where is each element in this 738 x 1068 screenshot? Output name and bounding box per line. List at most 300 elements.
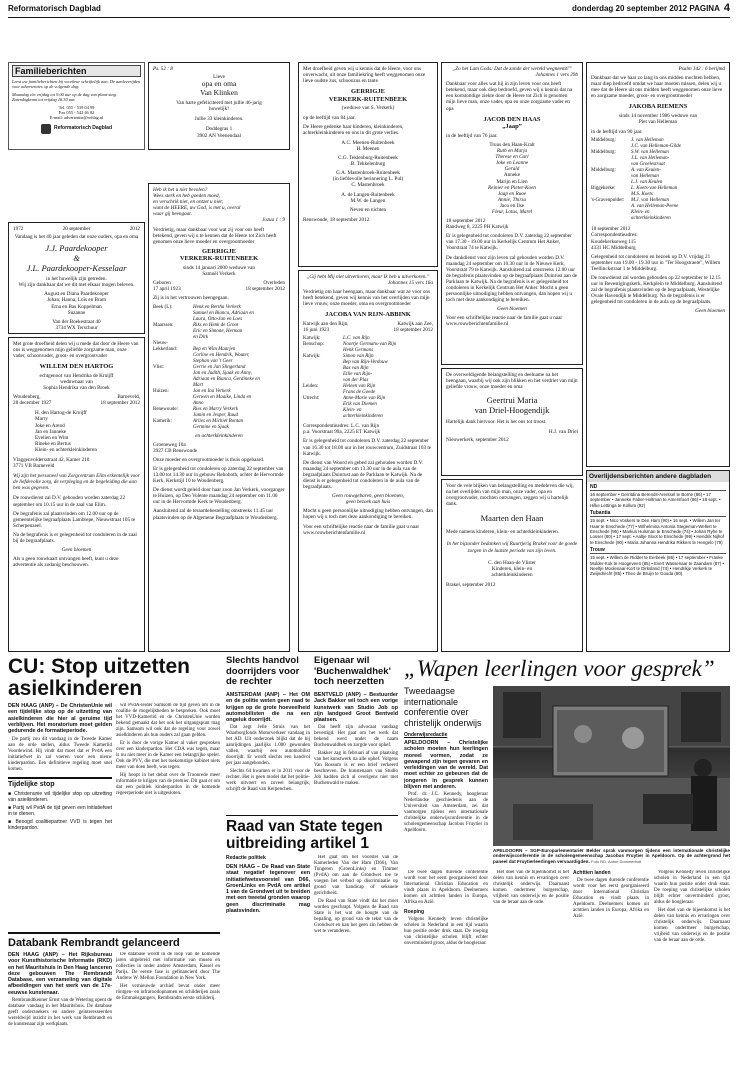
photo-scene-illustration bbox=[493, 686, 730, 846]
family-names: J.L. van Helleman- bbox=[631, 156, 670, 162]
b4-name: GERRIGJE bbox=[202, 247, 236, 255]
b3-family: Marry bbox=[35, 416, 48, 423]
family-place: Biggekerke: bbox=[591, 186, 616, 192]
obituaries-entry: 16 september • Gerritdina Berends-Arentsel te Borne (86) • 17 september • Janneke Faber-Holtman te Amersfoort (86) • 18 sept. • Hilke Lettinga te Kollum (92) bbox=[590, 492, 721, 508]
b7-family: Reinier en Pieter-Koen bbox=[487, 184, 536, 191]
b4-intro: Verdrietig, maar dankbaar voor wat zij voor ons heeft betekend, geven wij u te kennen dat de Heere tot Zich heeft genomen onze lieve moeder en overgrootmoeder bbox=[153, 226, 277, 245]
b9-family: achterkleinkinderen bbox=[491, 571, 533, 578]
fam-info-line: Maandag t/m vrijdag tot 9.00 uur op de dag van plaat-sing. Zaterdagkrant tot vrijdag 16.30 uur. bbox=[12, 91, 117, 102]
b4-verse: waar gij heengaat. bbox=[153, 211, 193, 218]
bullet-icon: ■ bbox=[8, 791, 15, 798]
b10-age: in de leeftijd van 90 jaar. bbox=[591, 129, 643, 136]
family-names: Gerrie en Jan Slingerland bbox=[193, 364, 246, 370]
b4-c2: Er is gelegenheid tot condoleren op zaterdag 22 september van 13.00 tot 14.30 uur in gebouw Rehoboth, achter de Hervormde Kerk, Kerkstijl 10 te Woudenberg. bbox=[153, 465, 284, 485]
b3-born-place: Woudenberg, bbox=[13, 394, 41, 401]
family-names: Laura, Otto-Jan en Loes bbox=[193, 316, 243, 322]
b3-family: Joke en Arend bbox=[35, 422, 65, 429]
b8-text: Hartelijk dank hiervoor. Het is het ons tot troost. bbox=[446, 419, 547, 426]
b4-c3: De dienst wordt geleid door haar zoon Jan Verkerk, voorganger te Huizen, op Deo Volente maandag 24 september om 11.00 uur in de Hervormde Kerk te Woudenberg. bbox=[153, 487, 285, 506]
cu-intro: DEN HAAG (ANP) – De ChristenUnie wil een tijdelijke stop op de uitzetting van asielkinderen die hier al geruime tijd verblijven. Het moratorium moet gelden gedurende de formatieperiode. bbox=[8, 703, 112, 735]
b1-text: Van harte gefeliciteerd met jullie 46-jarig bbox=[176, 100, 262, 107]
cu-bullet-text: Partij wil PvdA de tijd geven een initiatiefwet in te dienen. bbox=[8, 805, 112, 818]
b2-year-to: 2012 bbox=[129, 226, 140, 232]
b2-text: in het huwelijk zijn getreden. bbox=[46, 276, 107, 283]
b1-text: huwelijk! bbox=[209, 106, 229, 113]
page-header bbox=[8, 2, 730, 18]
family-names: Henk Germans bbox=[343, 348, 374, 354]
family-names: van der Plas bbox=[343, 378, 369, 384]
b5-family: M.W. de Langen bbox=[350, 197, 386, 204]
family-names: Germine en Sjaak bbox=[193, 424, 229, 430]
family-names: Eric en Simone, Herman bbox=[193, 328, 243, 334]
rembrandt-paragraph: Het vernieuwde archief bevat onder meer röntgen- en infraroodopnamen en schilderijen zoals de Emmaüsgangers, Rembrandts eerste schilderij. bbox=[116, 984, 220, 1001]
b3-funeral: De rouwdienst zal D.V. gehouden worden zaterdag 22 september om 10.15 uur in de zaal van Elim. bbox=[13, 495, 126, 508]
eigenaar-paragraph: Bakker zag in februari af van plaatsing van het kunstwerk na alle ophef. Volgens Van Rossum is er een brief verkeerd beschreven. De kunstenaars van Studio Job hadden zich al overigens niet met Buchenwald te maken. bbox=[314, 751, 398, 787]
b6-verse-ref: Johannes 15 vers 16a bbox=[387, 280, 433, 287]
b4-born: Geboren bbox=[153, 280, 171, 287]
b10-c1: Gelegenheid tot condoleren en bezoek op D.V. vrijdag 21 september van 19.00 - 19.30 uur in "Ter Hoogstraete", Willem Teellinckstraat 1 te Middelburg. bbox=[591, 253, 721, 272]
photo-credit: Foto RD, Anton Dommerholt bbox=[591, 858, 642, 864]
b2-city: 3734 WX Terschuur bbox=[55, 324, 98, 331]
cu-paragraph: Er is door de vorige Kamer al vaker gesproken over een kinderpardon. Het CDA was tegen, maar is nu niet meer in de Kamer een belangrijke speler. Ook de PVV, die met het toekomstige kabinet niets meer van doen heeft, was tegen. bbox=[116, 741, 220, 770]
b7-web: Voor een schriftelijke reactie naar de familie gaat u naar www.rouwberichtenfamilie.nl bbox=[446, 315, 563, 328]
raad-paragraph: Het gaat om het voorstel van de Kamerleden Van der Ham (D66), Van Tongeren (GroenLinks) en Timmer (PvdA) om aan de Grondwet toe te voegen het verbod op discriminatie op grond van handicap of seksuele gerichtheid. bbox=[314, 855, 398, 896]
b6-web: Voor een schriftelijke reactie naar de familie gaat u naar www.rouwberichtenfamilie.nl bbox=[303, 523, 420, 536]
family-names: Corline en Hendrik, Wouter, bbox=[193, 352, 250, 358]
b1-dear: Lieve bbox=[213, 74, 225, 81]
bullet-icon: ■ bbox=[8, 805, 13, 812]
obituaries-source: Trouw bbox=[590, 547, 726, 554]
ad-van-klinken bbox=[148, 62, 290, 150]
family-names: Noortje Germans-van Rijn bbox=[343, 342, 397, 348]
b3-sub: Sophia Hendrika van den Broek bbox=[43, 385, 110, 392]
b4-born-date: 17 april 1923 bbox=[153, 286, 181, 293]
family-names: A. van Helleman-Peene bbox=[631, 204, 679, 210]
family-names: en Dirk bbox=[193, 334, 209, 340]
b2-name-2: J.L. Paardekooper-Kesselaar bbox=[26, 263, 127, 274]
b7-family: Annie, Thirsa bbox=[497, 196, 527, 203]
wapen-intro: APELDOORN – Christelijke scholen moeten hun leerlingen moreel vormen, zodat ze gewapend zijn tegen gevaren en verleidingen van de wereld. Dat moet echter zo gebeuren dat de jongeren in gesprek kunnen blijven met anderen. bbox=[404, 740, 488, 791]
b2-address: Van der Boekestraat 40 bbox=[52, 318, 101, 325]
b10-footer: 18 september 2012 bbox=[591, 226, 631, 233]
b2-dates bbox=[13, 226, 140, 232]
family-names: L.J. van Keulen bbox=[631, 180, 663, 186]
obituaries-source: Tubantia bbox=[590, 510, 726, 517]
family-row bbox=[303, 414, 433, 420]
fam-email: E-mail: advertentie@refdag.nl bbox=[49, 115, 104, 121]
rembrandt-intro: DEN HAAG (ANP) – Het Rijksbureau voor Kunsthistorische Informatie (RKD) en het Mauritshuis in Den Haag lanceren deze gebouwen The Rembrandt Database, een verzameling van digitale afbeeldingen van het werk van de 17e-eeuwse kunstenaar. bbox=[8, 952, 112, 996]
rembrandt-divider bbox=[8, 932, 220, 934]
b5-family: H. Meenen bbox=[356, 145, 380, 152]
family-row bbox=[591, 216, 725, 222]
b6-intro: Verdrietig om haar heengaan, maar dankbaar wat ze voor ons heeft betekend, geven wij kennis van het overlijden van mijn lieve vrouw, onze moeder, oma en overgrootmoeder bbox=[303, 289, 431, 308]
photo-caption-text: APELDOORN – SGP-Europarlementariër Belder sprak vanmorgen tijdens een internationale christelijke onderwijsconferentie in de scholengemeenschap Jacobus Fruytier in Apeldoorn. Op de achtergrond het paneel dat Fruytierleerlingen vervaardigden. bbox=[493, 848, 730, 864]
b10-family-list bbox=[591, 138, 725, 222]
cu-article-col1 bbox=[8, 703, 112, 929]
b5-sub: (weduwe van S. Verkerk) bbox=[341, 105, 395, 112]
b2-date: 20 september bbox=[62, 226, 91, 232]
obituaries-source: ND bbox=[590, 484, 726, 491]
eigenaar-paragraph: Dat heeft zijn advocaat vandaag bevestigd. Het gaat om het werk dat bekend werd onder de naam Buchenwaldhek en zorgde voor ophef. bbox=[314, 725, 398, 749]
b10-husband: Piet van Helleman bbox=[638, 119, 678, 126]
family-names: Henk en Bertha Verkerk bbox=[193, 304, 241, 310]
rembrandt-paragraph: De database wordt in de loop van de komende jaren uitgebreid met informatie van musea en collecties in onder andere Amsterdam, Kassel en Parijs. De eerste fase is gefinancierd door The Andrew W. Mellon Foundation in New York. bbox=[116, 952, 220, 981]
b5-age: op de leeftijd van 84 jaar. bbox=[303, 114, 356, 121]
raad-headline: Raad van State tegen uitbreiding artikel 1 bbox=[226, 818, 383, 852]
b4-verse: Wees sterk en heb goeden moed, bbox=[153, 193, 220, 200]
obituaries-entry: 15 sept. • Willem de Ridder te Eerbeek (85) • 17 september • Franke Mulder-Kok te Hoogeveen (85) • Evert Wassenaar te Zaandam (87) • Neeltje Moolenaar-Kort te Dirksland (74) • Hendrikje Verkerk te Zwijndrecht (85) • Theo de Bruijn te Gouda (80) bbox=[590, 555, 724, 577]
b10-intro: Dankbaar dat we haar zo lang in ons midden mochten hebben, maar diep bedroefd omdat we haar moeten missen, delen wij u mee dat de Heere uit ons midden heeft weggenomen onze lieve en zorgzame moeder, groot- en overgrootmoeder bbox=[591, 75, 723, 100]
family-names: Gerwen en Maaike, Linda en bbox=[193, 394, 252, 400]
eigenaar-headline: Eigenaar wil 'Buchenwaldhek' toch neerzetten bbox=[314, 655, 391, 687]
raad-col2 bbox=[314, 855, 398, 1062]
family-names: Frans de Goede bbox=[343, 390, 376, 396]
b9-intro: Voor de vele blijken van belangstelling en medeleven die wij, na het overlijden van mijn man, onze vader, opa en overgrootvader, mochten ontvangen, zeggen wij u hartelijk dank. bbox=[446, 483, 574, 508]
familieberichten-title: Familieberichten bbox=[12, 65, 141, 77]
family-names: Stephan van 't Geer bbox=[193, 358, 233, 364]
b7-family: Joke en Leanne bbox=[495, 160, 529, 167]
rembrandt-col1 bbox=[8, 952, 112, 1062]
newspaper-name: Reformatorisch Dagblad bbox=[8, 4, 101, 13]
wapen-paragraph: Prof. dr. J.C. Kennedy, hoogleraar Nederlandse geschiedenis aan de Universiteit van Amsterdam, zei dat vanmorgen tijdens een internationale christelijke onderwijsconferentie in de scholengemeenschap Jacobus Fruytier in Apeldoorn. bbox=[404, 792, 488, 834]
family-place: Kamerik: bbox=[153, 418, 172, 424]
family-place: Utrecht: bbox=[303, 396, 320, 402]
fam-logo-text: Reformatorisch Dagblad bbox=[53, 125, 113, 132]
wapen-col1b bbox=[404, 870, 488, 1062]
b10-corr: Correspondentieadres: bbox=[591, 232, 638, 239]
b6-f1: Geen rouwgebaren, geen bloemen, bbox=[331, 493, 405, 500]
wapen-subhead-landen: Achttien landen bbox=[573, 870, 611, 876]
family-place: Katwijk: bbox=[303, 336, 321, 342]
conference-photo bbox=[493, 686, 730, 846]
b3-family: Evelien en Wim bbox=[35, 434, 69, 441]
b4-city: 3927 CB Renswoude bbox=[153, 447, 198, 454]
ad-den-hartog bbox=[8, 337, 145, 652]
family-place bbox=[153, 425, 193, 431]
b7-nick: „Jaap” bbox=[502, 123, 522, 131]
b4-family-list bbox=[153, 305, 285, 431]
b2-name-1: J.J. Paardekooper bbox=[45, 243, 108, 254]
b7-c2: De dankdienst voor zijn leven zal gehouden worden D.V. maandag 24 september om 10.30 uur in de Nieuwe Kerk, Voorstraat 79 te Katwijk. Aansluitend zal omstreeks 12.00 uur de begrafenis plaatsvinden op de begraafplaats Duinrust aan de Parklaan te Katwijk. Na de begrafenis is er gelegenheid tot condoleren in Kerkelijk Centrum Het Anker. Mocht u geen persoonlijke uitnodiging hebben ontvangen, dan hopen wij u toch met deze aankondiging te bereiken. bbox=[446, 254, 578, 304]
b8-sign: H.J. van Driel bbox=[548, 429, 578, 436]
b9-thanks: In het bijzonder bedanken wij Ruurtjerig Brakel voor de goede zorgen in de laatste periode van zijn leven. bbox=[446, 541, 578, 554]
family-names: M.S. Koets bbox=[631, 192, 653, 198]
raad-intro: DEN HAAG – De Raad van State staat negatief tegenover een initiatiefwetsvoorstel van D66, GroenLinks en PvdA om artikel 1 van de Grondwet uit te breiden met een tweetal gronden waarop geen discriminatie mag plaatsvinden. bbox=[226, 864, 310, 915]
b6-died: Katwijk aan Zee, bbox=[397, 321, 433, 328]
family-names: Erik van Diemen bbox=[343, 402, 377, 408]
family-place: Middelburg: bbox=[591, 168, 616, 174]
family-place: 's-Gravenpolder: bbox=[591, 198, 625, 204]
wapen-paragraph: Het doel van de bijeenkomst is het delen van kennis en ervaringen over christelijk onderwijs. Daarnaast komen ondermeer burgerschap, vrijheid van onderwijs en de positie van de leraar aan de orde. bbox=[493, 870, 569, 905]
b3-burial: De begrafenis zal plaatsvinden om 12.00 uur op de gemeentelijke begraafplaats Lambrepe, Nieuwstraat 105 te Scherpenzeel. bbox=[13, 510, 136, 529]
b6-born: Katwijk aan den Rijn, bbox=[303, 321, 349, 328]
wapen-paragraph: De twee dagen durende conferentie wordt voor het eerst georganiseerd door International Christian Education en vindt plaats in Apeldoorn. Deelnemers komen uit achttien landen in Europa, Afrika en Azië. bbox=[404, 870, 488, 905]
family-names: Arlies en Michiel Bontan bbox=[193, 418, 244, 424]
family-names: J.C. van Helleman-Gilde bbox=[631, 144, 681, 150]
b8-name: Geertrui Maria bbox=[486, 395, 538, 406]
cu-factbox-bullet bbox=[8, 805, 112, 817]
slechts-headline: Slechts handvol doorrijders voor de rechter bbox=[226, 655, 300, 687]
family-names: Bep van Rijn-Verdouw bbox=[343, 360, 388, 366]
b10-since: sinds 14 november 1986 weduwe van bbox=[618, 113, 698, 120]
slechts-intro: AMSTERDAM (ANP) – Het OM en de politie weten geen raad te krijgen op de grote hoeveelheid automobilisten die na een ongeluk doorrijdt. bbox=[226, 692, 310, 724]
family-names: J. van Helleman bbox=[631, 138, 664, 144]
family-names: L.C. van Rijn bbox=[343, 336, 370, 342]
family-names: Klein- en bbox=[343, 408, 362, 414]
b4-husband: Samuël Verkerk bbox=[202, 271, 236, 278]
b2-year-from: 1972 bbox=[13, 226, 24, 232]
b5-family: (in liefdevolle herinnering L. Pul) bbox=[332, 176, 404, 183]
raad-paragraph: De Raad van State vindt dat het moet worden geschrapt. Volgens de Raad van State is het wat de hoogte van de bepaling, op grond van de tekst van de Grondwet en kan het geen zin hebben de wet te veranderen. bbox=[314, 899, 398, 934]
b8-footer: Nieuwerkerk, september 2012 bbox=[446, 437, 509, 444]
family-place: Benschop: bbox=[303, 342, 325, 348]
fam-phone: Tel. 055 - 539 04 99 bbox=[58, 104, 95, 110]
family-names: Ries en Marry Verkerk bbox=[193, 406, 239, 412]
b1-name: Van Klinken bbox=[200, 87, 238, 97]
b3-sub: weduwnaar van bbox=[60, 378, 93, 385]
family-place: Middelburg: bbox=[591, 138, 616, 144]
b3-sub: echtgenoot van Hendrika de Kruijff bbox=[39, 372, 114, 379]
ad-riemens bbox=[586, 62, 730, 467]
cu-bullet-text: Beoogd coalitiepartner VVD is tegen het kinderpardon. bbox=[8, 819, 112, 832]
family-names: Samuel en Bianca, Adriaan en bbox=[193, 310, 254, 316]
b9-text: Mede namens kinderen, klein- en achterkleinkinderen. bbox=[446, 529, 560, 536]
cu-headline: CU: Stop uitzetten asielkinderen bbox=[8, 655, 190, 700]
b7-name: JACOB DEN HAAS bbox=[483, 115, 541, 123]
cu-paragraph: Hij hoopt in het debat over de Troonrede meer informatie te krijgen van de premier. Dit gaat er om dat een politiek kinderpardon in de komende regeerperiode niet is uitgesloten. bbox=[116, 773, 220, 796]
header-date-page bbox=[572, 2, 730, 14]
b5-footer: Renswoude, 18 september 2012 bbox=[303, 216, 370, 223]
b7-footer: 18 september 2012 bbox=[446, 218, 486, 225]
b10-name: JAKOBA RIEMENS bbox=[628, 103, 688, 111]
b4-verse: en verschrik niet, en ontzet u niet; bbox=[153, 199, 224, 206]
family-names: Jamin en Jesper, Ruud bbox=[193, 412, 238, 418]
b7-family: Anneke bbox=[503, 172, 521, 179]
b7-family: Jaco en Ilse bbox=[499, 202, 525, 209]
family-names: achterkleinkinderen bbox=[343, 414, 383, 420]
family-place: Benewoude: bbox=[153, 406, 178, 412]
b4-verse-ref: Jozua 1 : 9 bbox=[262, 217, 285, 224]
b1-city: 3902 AN Veenendaal bbox=[197, 132, 241, 139]
b4-verse: Heb ik het u niet bevolen? bbox=[153, 187, 208, 193]
cu-factbox bbox=[8, 777, 112, 831]
family-place: Huizen: bbox=[153, 388, 169, 394]
ad-van-driel bbox=[441, 368, 583, 476]
b3-family: Rineke en Bertus bbox=[35, 440, 71, 447]
b7-family: Therese en Carl bbox=[495, 154, 529, 161]
b6-c2: De dienst van Woord en gebed zal gehouden worden D.V. maandag 24 september om 13.30 uur in de aula van de begraafplaats Duinrust aan de Parklaan te Katwijk. Na de dienst is er gelegenheid tot condoleren in de aula van de begraafplaats. bbox=[303, 459, 423, 491]
family-place: Maarssen: bbox=[153, 322, 174, 328]
wapen-subhead-roeping: Roeping bbox=[404, 909, 424, 915]
b9-name: Maarten den Haan bbox=[480, 513, 544, 524]
b4-died-date: 18 september 2012 bbox=[245, 286, 285, 293]
cu-factbox-bullet bbox=[8, 791, 112, 803]
b10-verse-ref: Psalm 142 : 6 berijmd bbox=[678, 66, 725, 72]
family-place: Middelburg: bbox=[591, 150, 616, 156]
ad-den-haan bbox=[441, 479, 583, 652]
b6-name: JACOBA VAN RIJN-ABBINK bbox=[325, 311, 411, 319]
ad-paardekooper bbox=[8, 222, 145, 334]
wapen-label: Onderwijsredactie bbox=[404, 732, 448, 738]
ad-van-rijn-abbink bbox=[298, 270, 438, 652]
b4-name: VERKERK-RUITENBEEK bbox=[179, 255, 259, 263]
b5-name: GERRIGJE bbox=[351, 88, 385, 96]
b5-family: C.G. Teklenburg-Ruitenbeek bbox=[338, 155, 398, 162]
wapen-headline: „Wapen leerlingen voor gesprek” bbox=[404, 656, 715, 681]
b5-family: G.A. Mastenbroek-Ruitenbeek bbox=[336, 170, 400, 177]
cu-bullet-text: Christenunie wil tijdelijke stop op uitzetting van asielkinderen. bbox=[8, 791, 112, 804]
b4-verse: want de HEERE, uw God, is met u, overal bbox=[153, 205, 241, 212]
family-place: Vlist: bbox=[153, 364, 165, 370]
family-names: Adriaan en Bianca, Gerdineke en bbox=[193, 376, 260, 382]
b6-born-date: 16 juni 1923 bbox=[303, 327, 330, 334]
family-names: achterkleinkinderen bbox=[631, 216, 671, 222]
family-names: Klein- en bbox=[631, 210, 650, 216]
bullet-icon: ■ bbox=[8, 819, 16, 826]
b4-c1: Onze moeder en overgrootmoeder is thuis opgebaard. bbox=[153, 456, 265, 463]
b7-family: Marijn en Lien bbox=[496, 178, 528, 185]
cu-paragraph: wil PvdA-leider Samsom de tijd geven om in de coalitie de mogelijkheden te bespreken. Ook moet het VVD-Kamerlid en de ChristenUnie worden bekend gemaakt dat het ook het uitgangspunt mag zijn. Samsom wil ook dat de regeling voor zowel asielkinderen als hun ouders zal gaan gelden. bbox=[116, 703, 220, 738]
family-names: Bep en Wim Maarjen bbox=[193, 346, 236, 352]
b7-verse: „Zo het Lam Gods: Dat de zonde der wereld wegneemt!” bbox=[452, 66, 572, 72]
b3-family: H. den Hartog-de Kruijff bbox=[35, 410, 87, 417]
family-names: A. van Keulen- bbox=[631, 168, 661, 174]
b2-amp: & bbox=[73, 253, 80, 264]
b10-c2: De rouwdienst zal worden gehouden op 22 september te 12.15 uur in Bevestigingskerk, Kerkplein te Middelburg. Aansluitend zal de begrafenis plaatsvinden op de begraafplaats, Westelijke Ovale Havendijk te Middelburg. Na de begrafenis is er gelegenheid tot condoleren in de aula op de begraafplaats. bbox=[591, 275, 723, 306]
b3-family: Jan en Janneke bbox=[35, 428, 67, 435]
cu-factbox-bullet bbox=[8, 819, 112, 831]
family-names: Jan en Ina Verkerk bbox=[193, 388, 231, 394]
b3-flowers: Geen bloemen bbox=[61, 547, 92, 554]
b9-family: C. den Haan-de Vlister bbox=[488, 559, 536, 566]
family-names: L. Koets-van Helleman bbox=[631, 186, 678, 192]
wapen-col4 bbox=[654, 870, 730, 1062]
b10-address: Koudekerkseweg 115 bbox=[591, 238, 636, 245]
wapen-paragraph: Volgens Kennedy leven christelijke scholen in Nederland in een tijd waarin hun positie onder druk staat. De roeping van christelijke scholen blijft echter onverminderd groot, aldus de hoogleraar. bbox=[654, 870, 730, 905]
family-names: van Groelestraat bbox=[631, 162, 665, 168]
header-page-number: 4 bbox=[723, 2, 730, 14]
b6-corr-address: p.a. Voorstraat 99a, 2225 ET Katwijk bbox=[303, 429, 381, 436]
family-place bbox=[591, 216, 631, 222]
b8-intro: De overweldigende belangstelling en deelname na het heengaan, waarbij wij ook zijn blikken en het verdriet van mijn geliefde vrouw, onze moeder en oma bbox=[446, 372, 578, 391]
b7-family: Ruth en Marja bbox=[496, 148, 528, 155]
b6-verse: „Gij hebt Mij niet uitverkoren, maar Ik heb u uitverkoren.” bbox=[306, 274, 430, 280]
family-names: M.J. van Helleman bbox=[631, 198, 670, 204]
cu-article-col2 bbox=[116, 703, 220, 929]
family-place: Nieuw- bbox=[153, 340, 168, 346]
b4-address: Groeneweg 10a bbox=[153, 441, 186, 448]
b5-intro: Met droefheid geven wij u kennis dat de Heere, voor ons onverwacht, uit onze familiekring heeft weggenomen onze lieve oudste zus, schoonzus en tante bbox=[303, 66, 426, 85]
rembrandt-paragraph: Rembrandtkenner Ernst van de Wetering opent de database vandaag in het Mauritshuis. De database geeft onderzoekers en andere geïnteresseerden wereldwijd inzicht in het werk van Rembrandt en de kunstenaar zijn werkplaats. bbox=[8, 998, 112, 1028]
b3-address: Vlaggenvoldersstraat 42, Kamer 210 bbox=[13, 457, 90, 463]
b3-died-date: 18 september 2012 bbox=[100, 400, 140, 407]
b2-intro: Vandaag is het 40 jaar geleden dat onze ouders, opa en oma bbox=[14, 234, 139, 241]
b9-family: Kinderen, klein- en bbox=[491, 565, 533, 572]
family-names: Mart bbox=[193, 382, 203, 388]
ad-den-haas bbox=[441, 62, 583, 365]
family-names: Simon van Rijn bbox=[343, 354, 374, 360]
b5-name: VERKERK-RUITENBEEK bbox=[328, 95, 408, 103]
rd-logo-icon bbox=[41, 124, 51, 134]
family-names: Anne-Marie van Rijn bbox=[343, 396, 386, 402]
rembrandt-headline: Databank Rembrandt gelanceerd bbox=[8, 937, 180, 949]
b10-flowers: Geen bloemen bbox=[695, 308, 725, 315]
family-place bbox=[303, 414, 343, 420]
cu-paragraph: De partij zou dit vandaag in de Tweede Kamer aan de orde stellen, aldus Tweede Kamerlid Voordewind. Hij vindt dat moet dat er PvdA een initiatiefwet in zal voeren voor een nieuw kinderpardon. Een definitieve regeling moet snel komen. bbox=[8, 737, 112, 773]
b7-family: Gerald bbox=[504, 166, 520, 173]
header-page-word: PAGINA bbox=[689, 4, 720, 13]
wapen-col1 bbox=[404, 732, 488, 847]
b6-f2: geen bezoek aan huis bbox=[345, 499, 391, 506]
b6-c3: Mocht u geen persoonlijke uitnodiging hebben ontvangen, dan hopen wij u toch met deze aankondiging te bereiken. bbox=[303, 508, 433, 521]
b3-city: 3771 VB Barneveld bbox=[13, 463, 55, 470]
eigenaar-article bbox=[314, 692, 398, 812]
b4-since: sinds 14 januari 2000 weduwe van bbox=[183, 265, 255, 272]
b5-family: A. de Langen-Ruitenbeek bbox=[341, 191, 395, 198]
b8-name: van Driel-Hoogendijk bbox=[474, 405, 550, 416]
ad-verkerk-siblings bbox=[298, 62, 438, 267]
b2-text: Wij zijn dankbaar dat we dit met elkaar mogen beleven. bbox=[18, 282, 135, 289]
slechts-article bbox=[226, 692, 310, 812]
b3-born-date: 28 december 1927 bbox=[13, 400, 52, 407]
b5-family: A.C. Meenen-Ruitenbeek bbox=[341, 139, 395, 146]
b1-address: Doddegras 1 bbox=[205, 126, 233, 133]
family-names: Riks en Henk de Groot bbox=[193, 322, 239, 328]
b4-died: Overleden bbox=[263, 280, 285, 287]
b3-family: Klein- en achterkleinkinderen bbox=[35, 446, 97, 453]
rembrandt-col2 bbox=[116, 952, 220, 1062]
b2-child: Erna en Bas Koppelman bbox=[51, 303, 102, 310]
b7-family: Jaap en Ruoe bbox=[497, 190, 527, 197]
family-names: Bas van Rijn bbox=[343, 366, 369, 372]
b7-intro: Dankbaar voor alles wat hij in zijn leven voor ons heeft betekend, maar ook diep bedroefd, geven wij u kennis dat na een kortstondige ziekte door de Heere tot Zich is genomen mijn lieve man, onze vader, opa en onze zorgzame vader en opa bbox=[446, 81, 573, 112]
b1-opa-oma: opa en oma bbox=[201, 79, 237, 89]
b6-family-list bbox=[303, 336, 433, 420]
fam-info-line: Leest uw familieberichten bij voorkeur schriftelijk aan. De aanleverijden voor advertenties op de volgende dag: bbox=[12, 79, 141, 90]
b5-text: De Heere gedenke haar kinderen, kleinkinderen, achterkleinkinderen en ons in dit grote verlies. bbox=[303, 123, 404, 136]
b7-address: Randweg 8, 2225 PH Katwijk bbox=[446, 224, 509, 231]
cu-factbox-title: Tijdelijke stop bbox=[8, 781, 55, 789]
b3-thanks: Wij zijn het personeel van Zorgcentrum Elim erkentelijk voor de liefdevolle zorg, de verpleging en de begeleiding die aan hen was gegeven. bbox=[13, 473, 140, 492]
b10-city: 4331 HC Middelburg bbox=[591, 244, 636, 251]
wapen-paragraph: Volgens Kennedy leven christelijke scholen in Nederland in een tijd waarin hun positie onder druk staat. De roeping van christelijke scholen blijft echter onverminderd groot, aldus de hoogleraar. bbox=[404, 917, 488, 946]
b1-verse: Ps. 52 : 8 bbox=[153, 66, 173, 72]
b7-c1: Er is gelegenheid tot condoleren D.V. zaterdag 22 september van 17.30 - 19.00 uur in Kerkelijk Centrum Het Anker, Voorstraat 74 te Katwijk. bbox=[446, 233, 572, 252]
wapen-paragraph: De twee dagen durende conferentie wordt voor het eerst georganiseerd door International Christian Education en vindt plaats in Apeldoorn. Deelnemers komen uit achttien landen in Europa, Afrika en Azië. bbox=[573, 878, 649, 919]
b7-verse-ref: Johannes 1 vers 29b bbox=[535, 72, 578, 79]
b4-c4: Aansluitend zal de teraardebestelling omstreeks 11.45 uur plaatsvinden op de Algemene Begraafplaats te Woudenberg. bbox=[153, 508, 278, 521]
obituaries-other-papers bbox=[586, 470, 730, 652]
family-names: Heleen van Rijn bbox=[343, 384, 376, 390]
obituaries-title: Overlijdensberichten andere dagbladen bbox=[587, 471, 729, 482]
slechts-paragraph: Dat zegt Jelle Struis van het Waarborgfonds Motorverkeer vandaag in het AD. Uit onderzoek blijkt dat de bij aanrijdingen jaarlijks 1.000 gewonden vallen, waarbij een automobilist doorrijdt. Er wordt slechts een handvol per jaar aangehouden. bbox=[226, 725, 310, 767]
b9-footer: Brakel, september 2012 bbox=[446, 581, 496, 588]
family-names: Ellie van Rijn- bbox=[343, 372, 373, 378]
b4-kids: en achterkleinkinderen bbox=[195, 432, 243, 439]
b3-intro: Met grote droefheid delen wij u mede dat door de Heere van ons is weggenomen mijn geliefde zorgzame man, onze vader, schoonvader, groot- en overgrootvader bbox=[13, 341, 139, 360]
family-row bbox=[153, 425, 285, 431]
b6-died-date: 18 september 2012 bbox=[393, 327, 433, 334]
wapen-paragraph: Het doel van de bijeenkomst is het delen van kennis en ervaringen over christelijk onderwijs. Daarnaast komen ondermeer burgerschap, vrijheid van onderwijs en de positie van de leraar aan de orde. bbox=[654, 908, 730, 943]
obituaries-entry: 15 sept. • Nico Voskers te Den Ham (90) • 16 sept. • Willem Jan ter Haar te Enschede (77) • Wilhelmina Antonia Stegeman-Wellert te Enschede (95) • Markus Hulsman te Enschede (74) • Johan Ryhe te Losser (80) • 17 sept. • Aaltje Sloot te Enschede (99) • Hendrik Nijhof te Enschede (90) • Maria Johanna Hendrika Rikkers te Hengelo (79) bbox=[590, 518, 724, 545]
b3-died-place: Barneveld, bbox=[117, 394, 140, 401]
ad-verkerk-family bbox=[148, 183, 290, 652]
eigenaar-intro: BENTVELD (ANP) – Bestuurder Jack Bakker wil toch een vorige kunstwerk van Studio Job op zijn landgoed Groot Bentveld plaatsen. bbox=[314, 692, 398, 724]
b3-closing: Als u geen rouwkaart ontvangen heeft, kunt u deze advertentie als zodanig beschouwen. bbox=[13, 556, 119, 569]
raad-divider bbox=[226, 815, 398, 816]
header-date: donderdag 20 september 2012 bbox=[571, 4, 688, 13]
raad-label bbox=[226, 855, 310, 863]
